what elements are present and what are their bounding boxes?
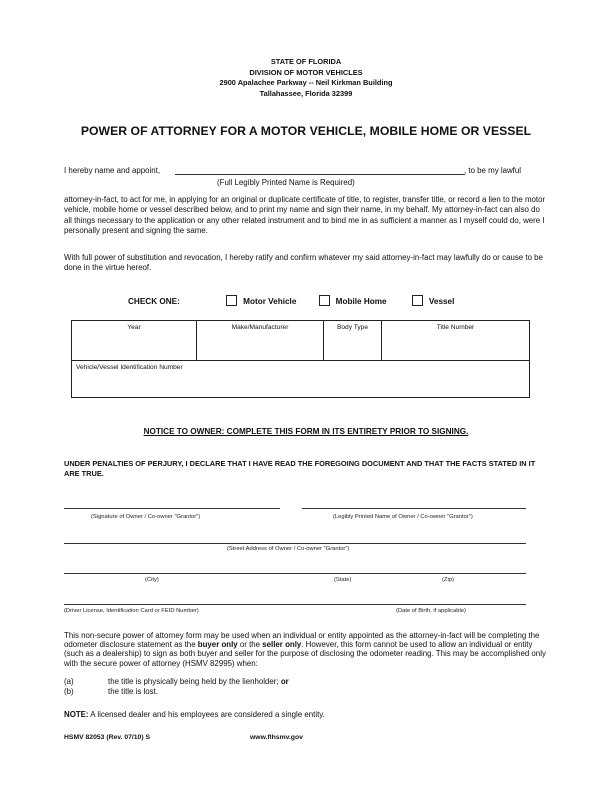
agency-header <box>0 57 612 99</box>
list-marker: (b) <box>64 687 74 696</box>
city-label: (City) <box>145 577 159 583</box>
appoint-suffix: , to be my lawful <box>464 166 522 175</box>
header-state: STATE OF FLORIDA <box>270 57 342 66</box>
perjury-statement: UNDER PENALTIES OF PERJURY, I DECLARE THAT I HAVE READ THE FOREGOING DOCUMENT AND THAT THE FACTS STATED IN IT ARE TRUE. <box>64 459 536 478</box>
note-label: NOTE: <box>64 710 89 719</box>
vehicle-type-selector <box>128 295 454 306</box>
usage-paragraph <box>64 631 546 668</box>
motor-vehicle-label: Motor Vehicle <box>243 297 297 306</box>
title-number-header: Title Number <box>436 324 475 331</box>
check-one-label: CHECK ONE: <box>128 297 180 306</box>
note <box>64 710 325 720</box>
row-divider <box>72 360 529 361</box>
note-text: A licensed dealer and his employees are considered a single entity. <box>88 710 325 719</box>
mobile-home-label: Mobile Home <box>335 297 387 306</box>
vessel-checkbox[interactable] <box>412 295 423 306</box>
website-link[interactable]: www.flhsmv.gov <box>250 734 303 741</box>
street-address-label: (Street Address of Owner / Co-owner "Grantor") <box>227 546 350 552</box>
seller-only-emphasis: seller only <box>262 640 302 650</box>
list-bold: or <box>280 677 289 686</box>
printed-name-field[interactable] <box>302 508 526 509</box>
vessel-label: Vessel <box>428 297 455 306</box>
attorney-name-field[interactable] <box>175 174 465 175</box>
body-type-header: Body Type <box>336 324 369 331</box>
dob-label: (Date of Birth, if applicable) <box>396 608 466 614</box>
substitution-paragraph: With full power of substitution and revocation, I hereby ratify and confirm whatever my said attorney-in-fact may lawfully do or cause to be done in the virtue hereof. <box>64 253 543 273</box>
license-label: (Driver License, Identification Card or FEID Number) <box>64 608 199 614</box>
motor-vehicle-checkbox[interactable] <box>226 295 237 306</box>
list-text: the title is lost. <box>108 687 158 696</box>
list-text: the title is physically being held by the lienholder; <box>108 677 281 686</box>
usage-text-3: . However, this form cannot be used to allow an individual or entity (such as a dealership) to sign as both buyer and seller for the purpose of disclosing the odometer reading. This may be accomplished only with the secure power of attorney (HSMV 82995) when: <box>64 640 546 668</box>
header-division: DIVISION OF MOTOR VEHICLES <box>249 67 363 77</box>
usage-text-2: or the <box>237 640 263 650</box>
notice-to-owner: NOTICE TO OWNER: COMPLETE THIS FORM IN ITS ENTIRETY PRIOR TO SIGNING. <box>143 427 469 436</box>
list-marker: (a) <box>64 677 74 686</box>
usage-text-1: This non-secure power of attorney form may be used when an individual or entity appointed as the attorney-in-fact will be completing the odometer disclosure statement as the <box>64 631 540 650</box>
header-address: 2900 Apalachee Parkway -- Neil Kirkman Building <box>219 78 393 87</box>
list-item <box>64 687 158 697</box>
authority-paragraph: attorney-in-fact, to act for me, in applying for an original or duplicate certificate of title, to register, transfer title, or record a lien to the motor vehicle, mobile home or vessel described below, and to print my name and sign their name, in my behalf. My attorney-in-fact can also do all things necessary to the application or any other related instrument and to bind me in as sufficient a manner as I myself could do, were I personally present and signing the same. <box>64 195 546 235</box>
license-dob-field[interactable] <box>64 604 526 605</box>
list-item <box>64 677 289 687</box>
street-address-field[interactable] <box>64 543 526 544</box>
mobile-home-checkbox[interactable] <box>319 295 330 306</box>
make-header: Make/Manufacturer <box>231 324 289 331</box>
city-state-zip-field[interactable] <box>64 573 526 574</box>
printed-name-label: (Legibly Printed Name of Owner / Co-owner "Grantor") <box>333 514 473 520</box>
year-header: Year <box>127 324 141 331</box>
state-label: (State) <box>334 577 352 583</box>
appoint-hint: (Full Legibly Printed Name is Required) <box>217 178 355 187</box>
document-title: POWER OF ATTORNEY FOR A MOTOR VEHICLE, MOBILE HOME OR VESSEL <box>80 124 532 138</box>
vin-label: Vehicle/Vessel Identification Number <box>76 364 183 371</box>
zip-label: (Zip) <box>442 577 454 583</box>
signature-field[interactable] <box>64 508 280 509</box>
vehicle-info-table <box>71 320 530 398</box>
buyer-only-emphasis: buyer only <box>197 640 238 650</box>
signature-label: (Signature of Owner / Co-owner "Grantor") <box>91 514 201 520</box>
header-city: Tallahassee, Florida 32399 <box>259 88 353 98</box>
appoint-prefix: I hereby name and appoint, <box>64 166 161 175</box>
form-id: HSMV 82053 (Rev. 07/10) S <box>64 734 151 741</box>
